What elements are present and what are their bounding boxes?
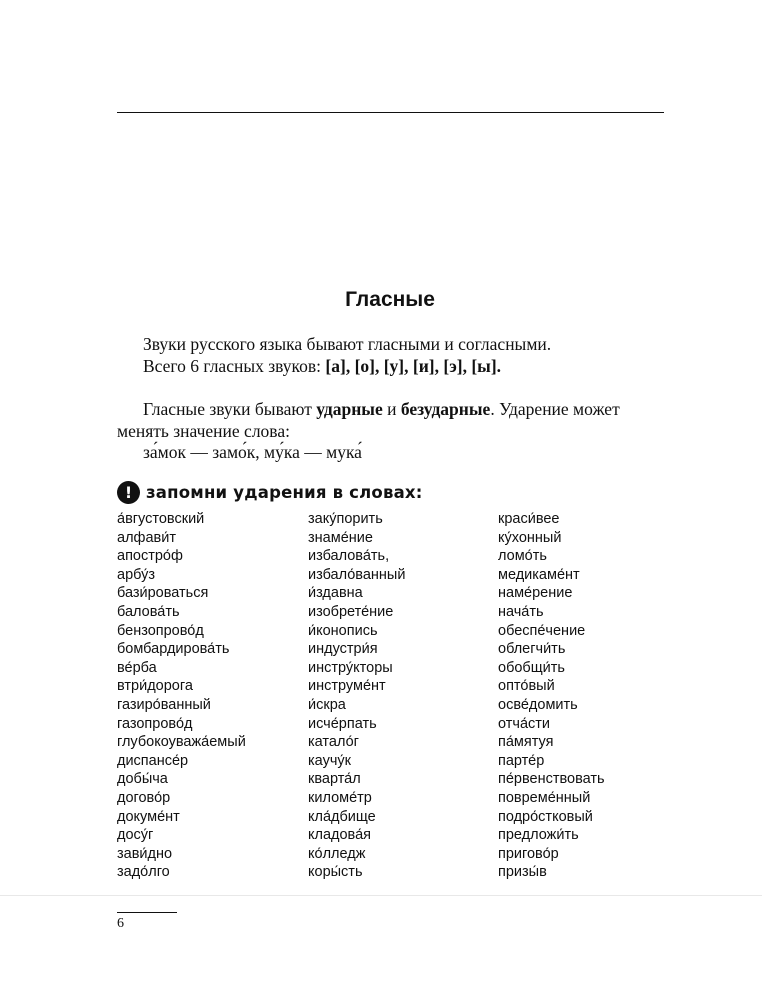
word-item: задо́лго (117, 864, 170, 881)
word-item: ве́рба (117, 659, 157, 676)
word-item: досу́г (117, 827, 154, 844)
word-item: медикаме́нт (498, 566, 580, 583)
stress-examples: за́мок — замо́к, му́ка — мука́ (143, 442, 362, 462)
stress-paragraph: Гласные звуки бывают ударные и безударные. Ударение может менять значение слова: (117, 399, 620, 441)
word-item: подро́стковый (498, 808, 593, 825)
term-unstressed: безударные (400, 399, 491, 419)
word-item: нача́ть (498, 603, 544, 620)
word-item: наме́рение (498, 585, 573, 602)
exclamation-icon: ! (117, 481, 140, 504)
word-column-2 (308, 510, 488, 882)
word-item: апостро́ф (117, 548, 183, 565)
word-item: докуме́нт (117, 808, 180, 825)
page-title: Гласные (345, 288, 435, 311)
word-item: инструме́нт (308, 678, 386, 695)
word-item: кла́дбище (308, 808, 376, 825)
word-item: призы́в (498, 864, 547, 881)
word-item: опто́вый (498, 678, 555, 695)
word-item: зави́дно (117, 845, 173, 862)
word-item: пригово́р (498, 845, 559, 862)
word-column-3 (498, 510, 678, 882)
remember-heading (117, 480, 423, 504)
word-item: киломе́тр (308, 789, 372, 806)
word-item: кварта́л (308, 771, 361, 788)
word-item: газиро́ванный (117, 696, 211, 713)
word-item: заку́порить (308, 511, 383, 527)
word-item: втри́дорога (117, 678, 193, 695)
word-item: отча́сти (498, 715, 550, 732)
footnote-rule (117, 912, 177, 913)
word-item: кладова́я (308, 827, 372, 844)
word-item: бази́роваться (117, 585, 209, 602)
word-item: а́вгустовский (117, 511, 205, 527)
word-item: знаме́ние (308, 529, 373, 546)
intro-paragraph (117, 333, 667, 377)
word-item: катало́г (308, 734, 359, 751)
word-item: арбу́з (117, 566, 156, 583)
page-divider (0, 895, 762, 896)
word-item: ку́хонный (498, 529, 562, 546)
word-item: пе́рвенствовать (498, 771, 605, 788)
word-item: обеспе́чение (498, 622, 586, 639)
header-rule (117, 112, 664, 113)
word-item: алфави́т (117, 529, 176, 546)
remember-label: запомни ударения в словах: (146, 482, 423, 502)
word-item: парте́р (498, 752, 545, 769)
word-item: бензопрово́д (117, 622, 204, 639)
word-item: каучу́к (308, 752, 351, 769)
word-item: исче́рпать (308, 715, 377, 732)
word-item: балова́ть (117, 603, 180, 620)
word-item: предложи́ть (498, 827, 579, 844)
word-item: и́здавна (308, 585, 363, 602)
word-item: газопрово́д (117, 715, 193, 732)
word-item: глубокоуважа́емый (117, 734, 246, 751)
word-item: и́конопись (308, 622, 378, 639)
word-item: и́скра (308, 696, 346, 713)
word-item: диспансе́р (117, 752, 189, 769)
word-item: ко́лледж (308, 845, 366, 862)
word-column-1 (117, 510, 297, 882)
word-item: инстру́кторы (308, 659, 393, 676)
word-item: бомбардирова́ть (117, 641, 230, 658)
vowel-sounds: [а], [о], [у], [и], [э], [ы]. (325, 356, 502, 376)
page-number: 6 (117, 916, 124, 931)
word-item: облегчи́ть (498, 641, 566, 658)
word-item: краси́вее (498, 511, 560, 527)
word-item: догово́р (117, 789, 171, 806)
word-item: избало́ванный (308, 566, 406, 583)
intro-line-2: Всего 6 гласных звуков: [а], [о], [у], [и], [э], [ы]. (143, 356, 502, 376)
term-stressed: ударные (316, 399, 383, 419)
word-item: изобрете́ние (308, 603, 394, 620)
word-item: добы́ча (117, 771, 168, 788)
word-item: индустри́я (308, 641, 378, 658)
word-item: обобщи́ть (498, 659, 565, 676)
word-item: осве́домить (498, 696, 578, 713)
word-item: повреме́нный (498, 789, 591, 806)
word-item: ломо́ть (498, 548, 547, 565)
word-item: па́мятуя (498, 734, 554, 751)
word-item: коры́сть (308, 864, 363, 881)
word-item: избалова́ть, (308, 548, 390, 565)
intro-line-1: Звуки русского языка бывают гласными и согласными. (143, 334, 552, 354)
